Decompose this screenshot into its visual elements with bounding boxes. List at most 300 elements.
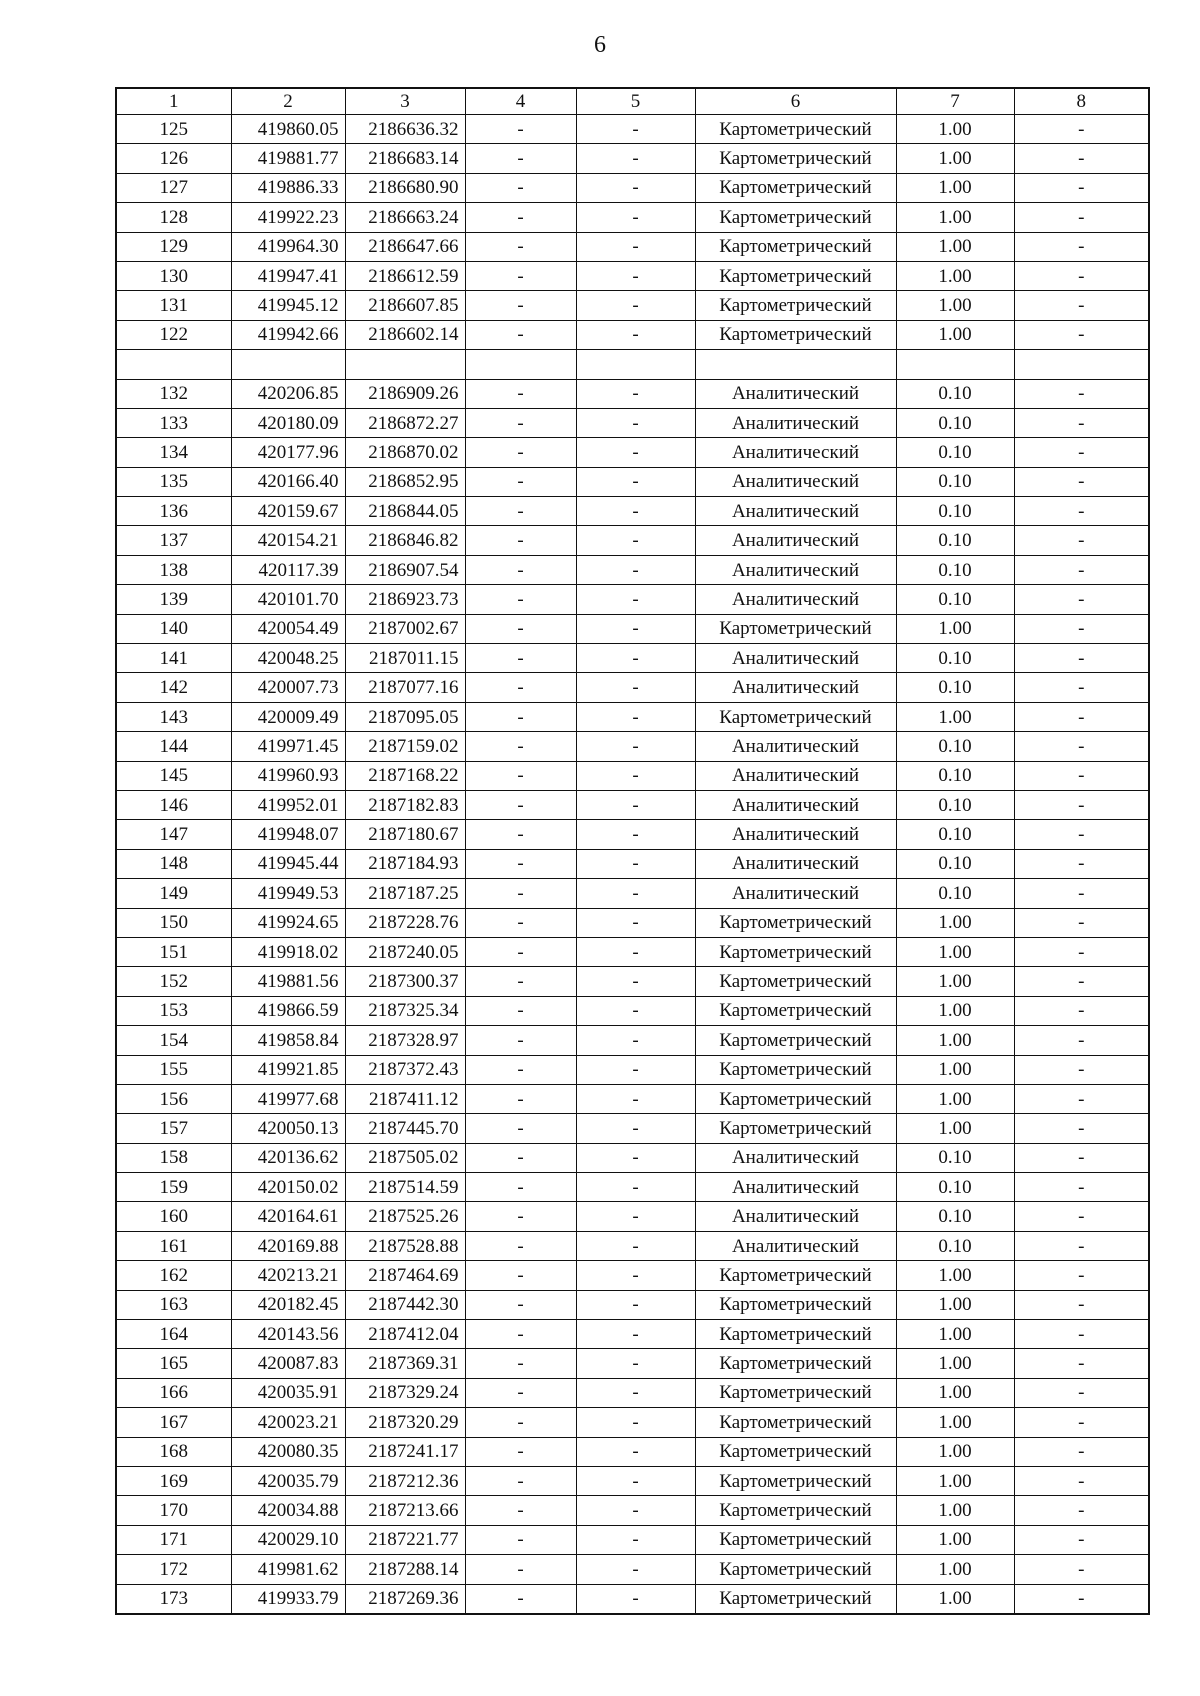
- cell-col-8: -: [1014, 467, 1149, 496]
- cell-x-coordinate: 419948.07: [231, 820, 345, 849]
- cell-col-5: -: [576, 1055, 695, 1084]
- cell-col-4: -: [465, 996, 576, 1025]
- cell-col-8: -: [1014, 1114, 1149, 1143]
- cell-col-5: -: [576, 115, 695, 144]
- cell-x-coordinate: 420023.21: [231, 1408, 345, 1437]
- cell-accuracy: 1.00: [896, 1349, 1014, 1378]
- column-header-1: 1: [116, 88, 231, 115]
- table-row: [116, 585, 1149, 614]
- cell-col-4: -: [465, 497, 576, 526]
- cell-x-coordinate: 419881.56: [231, 967, 345, 996]
- cell-accuracy: 0.10: [896, 438, 1014, 467]
- cell-point-number: 141: [116, 644, 231, 673]
- cell-y-coordinate: 2186870.02: [345, 438, 465, 467]
- cell-accuracy: 1.00: [896, 261, 1014, 290]
- cell-col-4: -: [465, 1173, 576, 1202]
- cell-y-coordinate: 2187411.12: [345, 1084, 465, 1113]
- cell-point-number: 145: [116, 761, 231, 790]
- cell-col-4: -: [465, 232, 576, 261]
- cell-accuracy: 1.00: [896, 1555, 1014, 1584]
- cell-col-5: -: [576, 849, 695, 878]
- cell-y-coordinate: 2187212.36: [345, 1466, 465, 1495]
- cell-col-4: -: [465, 115, 576, 144]
- cell-col-4: -: [465, 1084, 576, 1113]
- cell-col-5: -: [576, 1290, 695, 1319]
- table-row: [116, 967, 1149, 996]
- cell-x-coordinate: 420143.56: [231, 1320, 345, 1349]
- cell-accuracy: 0.10: [896, 849, 1014, 878]
- table-row: [116, 1143, 1149, 1172]
- table-row: [116, 467, 1149, 496]
- cell-y-coordinate: 2186923.73: [345, 585, 465, 614]
- cell-point-number: 173: [116, 1584, 231, 1614]
- cell-col-5: -: [576, 291, 695, 320]
- cell-point-number: 122: [116, 320, 231, 349]
- cell-point-number: 143: [116, 702, 231, 731]
- cell-col-5: -: [576, 408, 695, 437]
- cell-col-8: -: [1014, 144, 1149, 173]
- cell-col-8: -: [1014, 1202, 1149, 1231]
- cell-col-8: -: [1014, 967, 1149, 996]
- cell-accuracy: [896, 350, 1014, 379]
- cell-col-4: -: [465, 1408, 576, 1437]
- cell-method: Аналитический: [695, 379, 896, 408]
- cell-x-coordinate: 419945.12: [231, 291, 345, 320]
- cell-point-number: 134: [116, 438, 231, 467]
- cell-col-5: -: [576, 261, 695, 290]
- cell-method: Аналитический: [695, 1173, 896, 1202]
- cell-col-8: -: [1014, 1378, 1149, 1407]
- cell-x-coordinate: 420009.49: [231, 702, 345, 731]
- cell-method: Картометрический: [695, 1114, 896, 1143]
- cell-point-number: 138: [116, 555, 231, 584]
- cell-col-4: -: [465, 967, 576, 996]
- cell-col-5: -: [576, 1084, 695, 1113]
- cell-accuracy: 1.00: [896, 1584, 1014, 1614]
- cell-method: Картометрический: [695, 1496, 896, 1525]
- cell-y-coordinate: 2187325.34: [345, 996, 465, 1025]
- cell-col-5: -: [576, 1584, 695, 1614]
- cell-col-4: -: [465, 1349, 576, 1378]
- cell-point-number: 132: [116, 379, 231, 408]
- cell-col-5: -: [576, 761, 695, 790]
- cell-col-8: -: [1014, 908, 1149, 937]
- cell-x-coordinate: 419933.79: [231, 1584, 345, 1614]
- cell-point-number: 150: [116, 908, 231, 937]
- cell-y-coordinate: 2186612.59: [345, 261, 465, 290]
- cell-point-number: 152: [116, 967, 231, 996]
- cell-x-coordinate: 420182.45: [231, 1290, 345, 1319]
- cell-col-4: -: [465, 908, 576, 937]
- cell-y-coordinate: 2187221.77: [345, 1525, 465, 1554]
- cell-method: Аналитический: [695, 438, 896, 467]
- cell-y-coordinate: 2186907.54: [345, 555, 465, 584]
- cell-x-coordinate: 419981.62: [231, 1555, 345, 1584]
- cell-col-4: -: [465, 820, 576, 849]
- cell-x-coordinate: 420154.21: [231, 526, 345, 555]
- cell-accuracy: 1.00: [896, 144, 1014, 173]
- table-row: [116, 879, 1149, 908]
- cell-x-coordinate: 419922.23: [231, 203, 345, 232]
- page-number: 6: [594, 32, 606, 58]
- table-row: [116, 1320, 1149, 1349]
- cell-accuracy: 1.00: [896, 1525, 1014, 1554]
- column-header-8: 8: [1014, 88, 1149, 115]
- cell-method: Аналитический: [695, 1143, 896, 1172]
- cell-y-coordinate: 2187180.67: [345, 820, 465, 849]
- cell-y-coordinate: 2186647.66: [345, 232, 465, 261]
- table-row: [116, 702, 1149, 731]
- cell-accuracy: 0.10: [896, 644, 1014, 673]
- cell-col-8: -: [1014, 1584, 1149, 1614]
- cell-y-coordinate: [345, 350, 465, 379]
- cell-y-coordinate: 2187168.22: [345, 761, 465, 790]
- table-row: [116, 350, 1149, 379]
- cell-x-coordinate: 420166.40: [231, 467, 345, 496]
- cell-method: Картометрический: [695, 1378, 896, 1407]
- cell-point-number: 149: [116, 879, 231, 908]
- cell-x-coordinate: 419942.66: [231, 320, 345, 349]
- cell-col-8: -: [1014, 937, 1149, 966]
- cell-col-8: -: [1014, 1290, 1149, 1319]
- cell-col-5: -: [576, 1261, 695, 1290]
- table-row: [116, 1026, 1149, 1055]
- cell-y-coordinate: 2186872.27: [345, 408, 465, 437]
- cell-y-coordinate: 2187320.29: [345, 1408, 465, 1437]
- table-row: [116, 1261, 1149, 1290]
- table-row: [116, 320, 1149, 349]
- cell-col-4: -: [465, 1290, 576, 1319]
- cell-x-coordinate: 420048.25: [231, 644, 345, 673]
- cell-col-5: -: [576, 614, 695, 643]
- cell-point-number: 131: [116, 291, 231, 320]
- cell-accuracy: 1.00: [896, 908, 1014, 937]
- cell-col-5: -: [576, 379, 695, 408]
- cell-accuracy: 1.00: [896, 1378, 1014, 1407]
- cell-col-8: [1014, 350, 1149, 379]
- cell-accuracy: 1.00: [896, 115, 1014, 144]
- cell-col-5: -: [576, 908, 695, 937]
- cell-method: Аналитический: [695, 467, 896, 496]
- table-row: [116, 1055, 1149, 1084]
- cell-col-8: -: [1014, 526, 1149, 555]
- column-header-7: 7: [896, 88, 1014, 115]
- table-row: [116, 203, 1149, 232]
- cell-accuracy: 1.00: [896, 291, 1014, 320]
- cell-col-8: -: [1014, 408, 1149, 437]
- table-row: [116, 996, 1149, 1025]
- cell-accuracy: 1.00: [896, 232, 1014, 261]
- cell-method: Аналитический: [695, 761, 896, 790]
- cell-point-number: 151: [116, 937, 231, 966]
- table-row: [116, 1378, 1149, 1407]
- cell-point-number: 155: [116, 1055, 231, 1084]
- cell-point-number: 130: [116, 261, 231, 290]
- cell-method: Аналитический: [695, 526, 896, 555]
- cell-x-coordinate: 420164.61: [231, 1202, 345, 1231]
- cell-point-number: 148: [116, 849, 231, 878]
- table-row: [116, 1466, 1149, 1495]
- cell-col-4: -: [465, 1437, 576, 1466]
- cell-accuracy: 0.10: [896, 820, 1014, 849]
- cell-point-number: 163: [116, 1290, 231, 1319]
- cell-point-number: 164: [116, 1320, 231, 1349]
- cell-point-number: 169: [116, 1466, 231, 1495]
- cell-col-5: -: [576, 1555, 695, 1584]
- cell-col-4: -: [465, 1261, 576, 1290]
- cell-method: Картометрический: [695, 1466, 896, 1495]
- cell-accuracy: 0.10: [896, 1231, 1014, 1260]
- table-row: [116, 261, 1149, 290]
- cell-x-coordinate: 420087.83: [231, 1349, 345, 1378]
- cell-col-5: -: [576, 1173, 695, 1202]
- cell-x-coordinate: 420159.67: [231, 497, 345, 526]
- cell-col-8: -: [1014, 1143, 1149, 1172]
- cell-col-8: -: [1014, 115, 1149, 144]
- cell-y-coordinate: 2187187.25: [345, 879, 465, 908]
- cell-col-4: -: [465, 1525, 576, 1554]
- cell-y-coordinate: 2187328.97: [345, 1026, 465, 1055]
- cell-col-5: -: [576, 1231, 695, 1260]
- cell-y-coordinate: 2187077.16: [345, 673, 465, 702]
- cell-y-coordinate: 2186844.05: [345, 497, 465, 526]
- cell-point-number: 127: [116, 173, 231, 202]
- cell-method: Аналитический: [695, 408, 896, 437]
- cell-point-number: 171: [116, 1525, 231, 1554]
- cell-col-8: -: [1014, 790, 1149, 819]
- cell-method: Аналитический: [695, 644, 896, 673]
- cell-point-number: 167: [116, 1408, 231, 1437]
- cell-point-number: 126: [116, 144, 231, 173]
- cell-method: Картометрический: [695, 144, 896, 173]
- cell-accuracy: 0.10: [896, 673, 1014, 702]
- cell-y-coordinate: 2187369.31: [345, 1349, 465, 1378]
- cell-col-4: -: [465, 467, 576, 496]
- cell-accuracy: 1.00: [896, 967, 1014, 996]
- cell-col-4: -: [465, 173, 576, 202]
- cell-col-8: -: [1014, 232, 1149, 261]
- cell-method: Картометрический: [695, 1408, 896, 1437]
- cell-col-5: -: [576, 1496, 695, 1525]
- cell-col-5: -: [576, 1349, 695, 1378]
- cell-col-8: -: [1014, 1349, 1149, 1378]
- cell-y-coordinate: 2186683.14: [345, 144, 465, 173]
- cell-x-coordinate: 419960.93: [231, 761, 345, 790]
- table-row: [116, 408, 1149, 437]
- cell-col-5: -: [576, 1114, 695, 1143]
- cell-method: Аналитический: [695, 1231, 896, 1260]
- cell-accuracy: 0.10: [896, 379, 1014, 408]
- cell-col-4: -: [465, 203, 576, 232]
- cell-point-number: 146: [116, 790, 231, 819]
- table-row: [116, 849, 1149, 878]
- cell-col-5: -: [576, 232, 695, 261]
- cell-col-4: -: [465, 555, 576, 584]
- cell-col-5: -: [576, 173, 695, 202]
- cell-y-coordinate: 2186663.24: [345, 203, 465, 232]
- table-row: [116, 820, 1149, 849]
- cell-point-number: 135: [116, 467, 231, 496]
- cell-point-number: 140: [116, 614, 231, 643]
- cell-col-4: -: [465, 1555, 576, 1584]
- table-row: [116, 232, 1149, 261]
- cell-col-8: -: [1014, 1408, 1149, 1437]
- cell-accuracy: 0.10: [896, 585, 1014, 614]
- cell-method: Картометрический: [695, 1349, 896, 1378]
- cell-x-coordinate: 420150.02: [231, 1173, 345, 1202]
- table-row: [116, 1408, 1149, 1437]
- cell-accuracy: 0.10: [896, 732, 1014, 761]
- cell-point-number: 162: [116, 1261, 231, 1290]
- cell-point-number: [116, 350, 231, 379]
- table-row: [116, 173, 1149, 202]
- cell-method: Картометрический: [695, 1320, 896, 1349]
- cell-col-4: -: [465, 291, 576, 320]
- cell-col-4: -: [465, 790, 576, 819]
- cell-y-coordinate: 2187372.43: [345, 1055, 465, 1084]
- cell-point-number: 157: [116, 1114, 231, 1143]
- cell-x-coordinate: 420029.10: [231, 1525, 345, 1554]
- cell-col-4: -: [465, 614, 576, 643]
- cell-method: Аналитический: [695, 849, 896, 878]
- cell-col-8: -: [1014, 438, 1149, 467]
- cell-col-4: -: [465, 1378, 576, 1407]
- cell-method: Картометрический: [695, 1437, 896, 1466]
- cell-method: Картометрический: [695, 291, 896, 320]
- cell-col-4: -: [465, 438, 576, 467]
- cell-col-5: -: [576, 203, 695, 232]
- cell-x-coordinate: 419886.33: [231, 173, 345, 202]
- cell-method: Картометрический: [695, 1026, 896, 1055]
- cell-col-8: -: [1014, 1231, 1149, 1260]
- cell-y-coordinate: 2187442.30: [345, 1290, 465, 1319]
- cell-col-8: -: [1014, 996, 1149, 1025]
- cell-method: Аналитический: [695, 585, 896, 614]
- cell-col-5: -: [576, 585, 695, 614]
- cell-col-4: -: [465, 644, 576, 673]
- table-row: [116, 1349, 1149, 1378]
- cell-x-coordinate: 419881.77: [231, 144, 345, 173]
- cell-col-5: -: [576, 1525, 695, 1554]
- cell-col-8: -: [1014, 702, 1149, 731]
- cell-y-coordinate: 2186636.32: [345, 115, 465, 144]
- table-row: [116, 115, 1149, 144]
- cell-accuracy: 1.00: [896, 1261, 1014, 1290]
- cell-x-coordinate: 420035.91: [231, 1378, 345, 1407]
- table-row: [116, 761, 1149, 790]
- table-row: [116, 1173, 1149, 1202]
- cell-accuracy: 1.00: [896, 173, 1014, 202]
- cell-col-8: -: [1014, 585, 1149, 614]
- table-row: [116, 291, 1149, 320]
- cell-accuracy: 0.10: [896, 1143, 1014, 1172]
- cell-x-coordinate: 419921.85: [231, 1055, 345, 1084]
- cell-col-4: -: [465, 408, 576, 437]
- cell-y-coordinate: 2187213.66: [345, 1496, 465, 1525]
- cell-accuracy: 1.00: [896, 1320, 1014, 1349]
- cell-x-coordinate: 420206.85: [231, 379, 345, 408]
- cell-col-8: -: [1014, 849, 1149, 878]
- cell-col-4: -: [465, 1320, 576, 1349]
- column-header-4: 4: [465, 88, 576, 115]
- cell-accuracy: 0.10: [896, 1202, 1014, 1231]
- cell-col-5: -: [576, 673, 695, 702]
- table-row: [116, 1525, 1149, 1554]
- cell-col-8: -: [1014, 1084, 1149, 1113]
- table-row: [116, 1584, 1149, 1614]
- cell-col-8: -: [1014, 203, 1149, 232]
- cell-col-8: -: [1014, 879, 1149, 908]
- cell-y-coordinate: 2187514.59: [345, 1173, 465, 1202]
- cell-col-8: -: [1014, 1525, 1149, 1554]
- cell-accuracy: 0.10: [896, 555, 1014, 584]
- cell-col-8: -: [1014, 673, 1149, 702]
- cell-point-number: 165: [116, 1349, 231, 1378]
- cell-col-4: [465, 350, 576, 379]
- cell-col-4: -: [465, 673, 576, 702]
- table-row: [116, 1496, 1149, 1525]
- cell-x-coordinate: 419949.53: [231, 879, 345, 908]
- table-row: [116, 1231, 1149, 1260]
- cell-point-number: 168: [116, 1437, 231, 1466]
- cell-point-number: 160: [116, 1202, 231, 1231]
- cell-col-4: -: [465, 585, 576, 614]
- cell-accuracy: 1.00: [896, 1437, 1014, 1466]
- cell-y-coordinate: 2187445.70: [345, 1114, 465, 1143]
- cell-col-8: -: [1014, 644, 1149, 673]
- cell-col-5: -: [576, 1143, 695, 1172]
- cell-col-5: -: [576, 702, 695, 731]
- table-row: [116, 144, 1149, 173]
- cell-col-8: -: [1014, 379, 1149, 408]
- cell-col-4: -: [465, 526, 576, 555]
- table-row: [116, 1114, 1149, 1143]
- cell-point-number: 136: [116, 497, 231, 526]
- table-row: [116, 644, 1149, 673]
- cell-col-4: -: [465, 1055, 576, 1084]
- cell-y-coordinate: 2187002.67: [345, 614, 465, 643]
- cell-method: Картометрический: [695, 614, 896, 643]
- cell-col-4: -: [465, 732, 576, 761]
- cell-x-coordinate: 419918.02: [231, 937, 345, 966]
- cell-col-4: -: [465, 937, 576, 966]
- cell-accuracy: 1.00: [896, 1290, 1014, 1319]
- cell-col-5: -: [576, 732, 695, 761]
- cell-y-coordinate: 2187241.17: [345, 1437, 465, 1466]
- cell-method: Картометрический: [695, 261, 896, 290]
- cell-method: Картометрический: [695, 173, 896, 202]
- cell-point-number: 172: [116, 1555, 231, 1584]
- cell-x-coordinate: 420213.21: [231, 1261, 345, 1290]
- cell-y-coordinate: 2187240.05: [345, 937, 465, 966]
- table-row: [116, 1290, 1149, 1319]
- cell-y-coordinate: 2186852.95: [345, 467, 465, 496]
- cell-col-5: [576, 350, 695, 379]
- cell-col-8: -: [1014, 1320, 1149, 1349]
- cell-accuracy: 0.10: [896, 526, 1014, 555]
- table-row: [116, 379, 1149, 408]
- cell-accuracy: 0.10: [896, 761, 1014, 790]
- cell-accuracy: 1.00: [896, 614, 1014, 643]
- cell-col-8: -: [1014, 1173, 1149, 1202]
- cell-method: Картометрический: [695, 967, 896, 996]
- cell-x-coordinate: 419858.84: [231, 1026, 345, 1055]
- table-body: [116, 115, 1149, 1614]
- cell-x-coordinate: 419952.01: [231, 790, 345, 819]
- cell-accuracy: 0.10: [896, 467, 1014, 496]
- cell-col-8: -: [1014, 820, 1149, 849]
- cell-y-coordinate: 2187300.37: [345, 967, 465, 996]
